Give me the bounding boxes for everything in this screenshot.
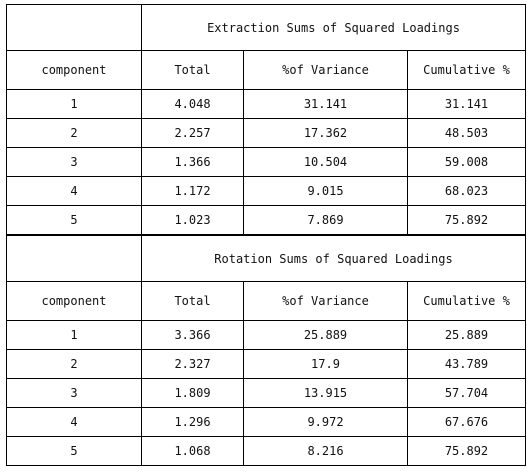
column-header-variance: %of Variance	[244, 282, 408, 321]
column-header-total: Total	[142, 51, 244, 90]
variance-cell: 31.141	[244, 90, 408, 119]
total-cell: 1.172	[142, 177, 244, 206]
block-title: Extraction Sums of Squared Loadings	[142, 5, 526, 51]
extraction-header-row	[7, 51, 526, 90]
component-cell: 4	[7, 177, 142, 206]
component-cell: 4	[7, 408, 142, 437]
total-cell: 1.809	[142, 379, 244, 408]
variance-cell: 25.889	[244, 321, 408, 350]
extraction-title-row	[7, 5, 526, 51]
total-cell: 1.023	[142, 206, 244, 236]
table-row	[7, 408, 526, 437]
table-row	[7, 148, 526, 177]
variance-cell: 8.216	[244, 437, 408, 466]
cumulative-cell: 31.141	[408, 90, 526, 119]
total-cell: 2.257	[142, 119, 244, 148]
total-cell: 1.296	[142, 408, 244, 437]
component-cell: 2	[7, 350, 142, 379]
variance-cell: 9.972	[244, 408, 408, 437]
component-cell: 3	[7, 148, 142, 177]
variance-cell: 17.9	[244, 350, 408, 379]
total-cell: 1.068	[142, 437, 244, 466]
total-cell: 1.366	[142, 148, 244, 177]
table-row	[7, 177, 526, 206]
total-cell: 3.366	[142, 321, 244, 350]
cumulative-cell: 75.892	[408, 206, 526, 236]
table-row	[7, 206, 526, 236]
cumulative-cell: 67.676	[408, 408, 526, 437]
cumulative-cell: 43.789	[408, 350, 526, 379]
column-header-component: component	[7, 51, 142, 90]
rotation-title-row	[7, 235, 526, 282]
cumulative-cell: 59.008	[408, 148, 526, 177]
empty-corner-cell	[7, 5, 142, 51]
total-cell: 2.327	[142, 350, 244, 379]
variance-cell: 13.915	[244, 379, 408, 408]
column-header-variance: %of Variance	[244, 51, 408, 90]
cumulative-cell: 48.503	[408, 119, 526, 148]
cumulative-cell: 75.892	[408, 437, 526, 466]
table-row	[7, 350, 526, 379]
table-row	[7, 379, 526, 408]
variance-explained-table	[6, 4, 526, 466]
component-cell: 3	[7, 379, 142, 408]
column-header-cumulative: Cumulative %	[408, 51, 526, 90]
cumulative-cell: 68.023	[408, 177, 526, 206]
block-title: Rotation Sums of Squared Loadings	[142, 235, 526, 282]
column-header-component: component	[7, 282, 142, 321]
column-header-cumulative: Cumulative %	[408, 282, 526, 321]
total-cell: 4.048	[142, 90, 244, 119]
table-row	[7, 119, 526, 148]
table-row	[7, 437, 526, 466]
table-row	[7, 90, 526, 119]
variance-cell: 9.015	[244, 177, 408, 206]
component-cell: 5	[7, 206, 142, 236]
component-cell: 1	[7, 90, 142, 119]
component-cell: 2	[7, 119, 142, 148]
column-header-total: Total	[142, 282, 244, 321]
component-cell: 1	[7, 321, 142, 350]
table-row	[7, 321, 526, 350]
rotation-header-row	[7, 282, 526, 321]
variance-cell: 10.504	[244, 148, 408, 177]
variance-cell: 17.362	[244, 119, 408, 148]
empty-corner-cell	[7, 235, 142, 282]
cumulative-cell: 57.704	[408, 379, 526, 408]
cumulative-cell: 25.889	[408, 321, 526, 350]
variance-cell: 7.869	[244, 206, 408, 236]
component-cell: 5	[7, 437, 142, 466]
